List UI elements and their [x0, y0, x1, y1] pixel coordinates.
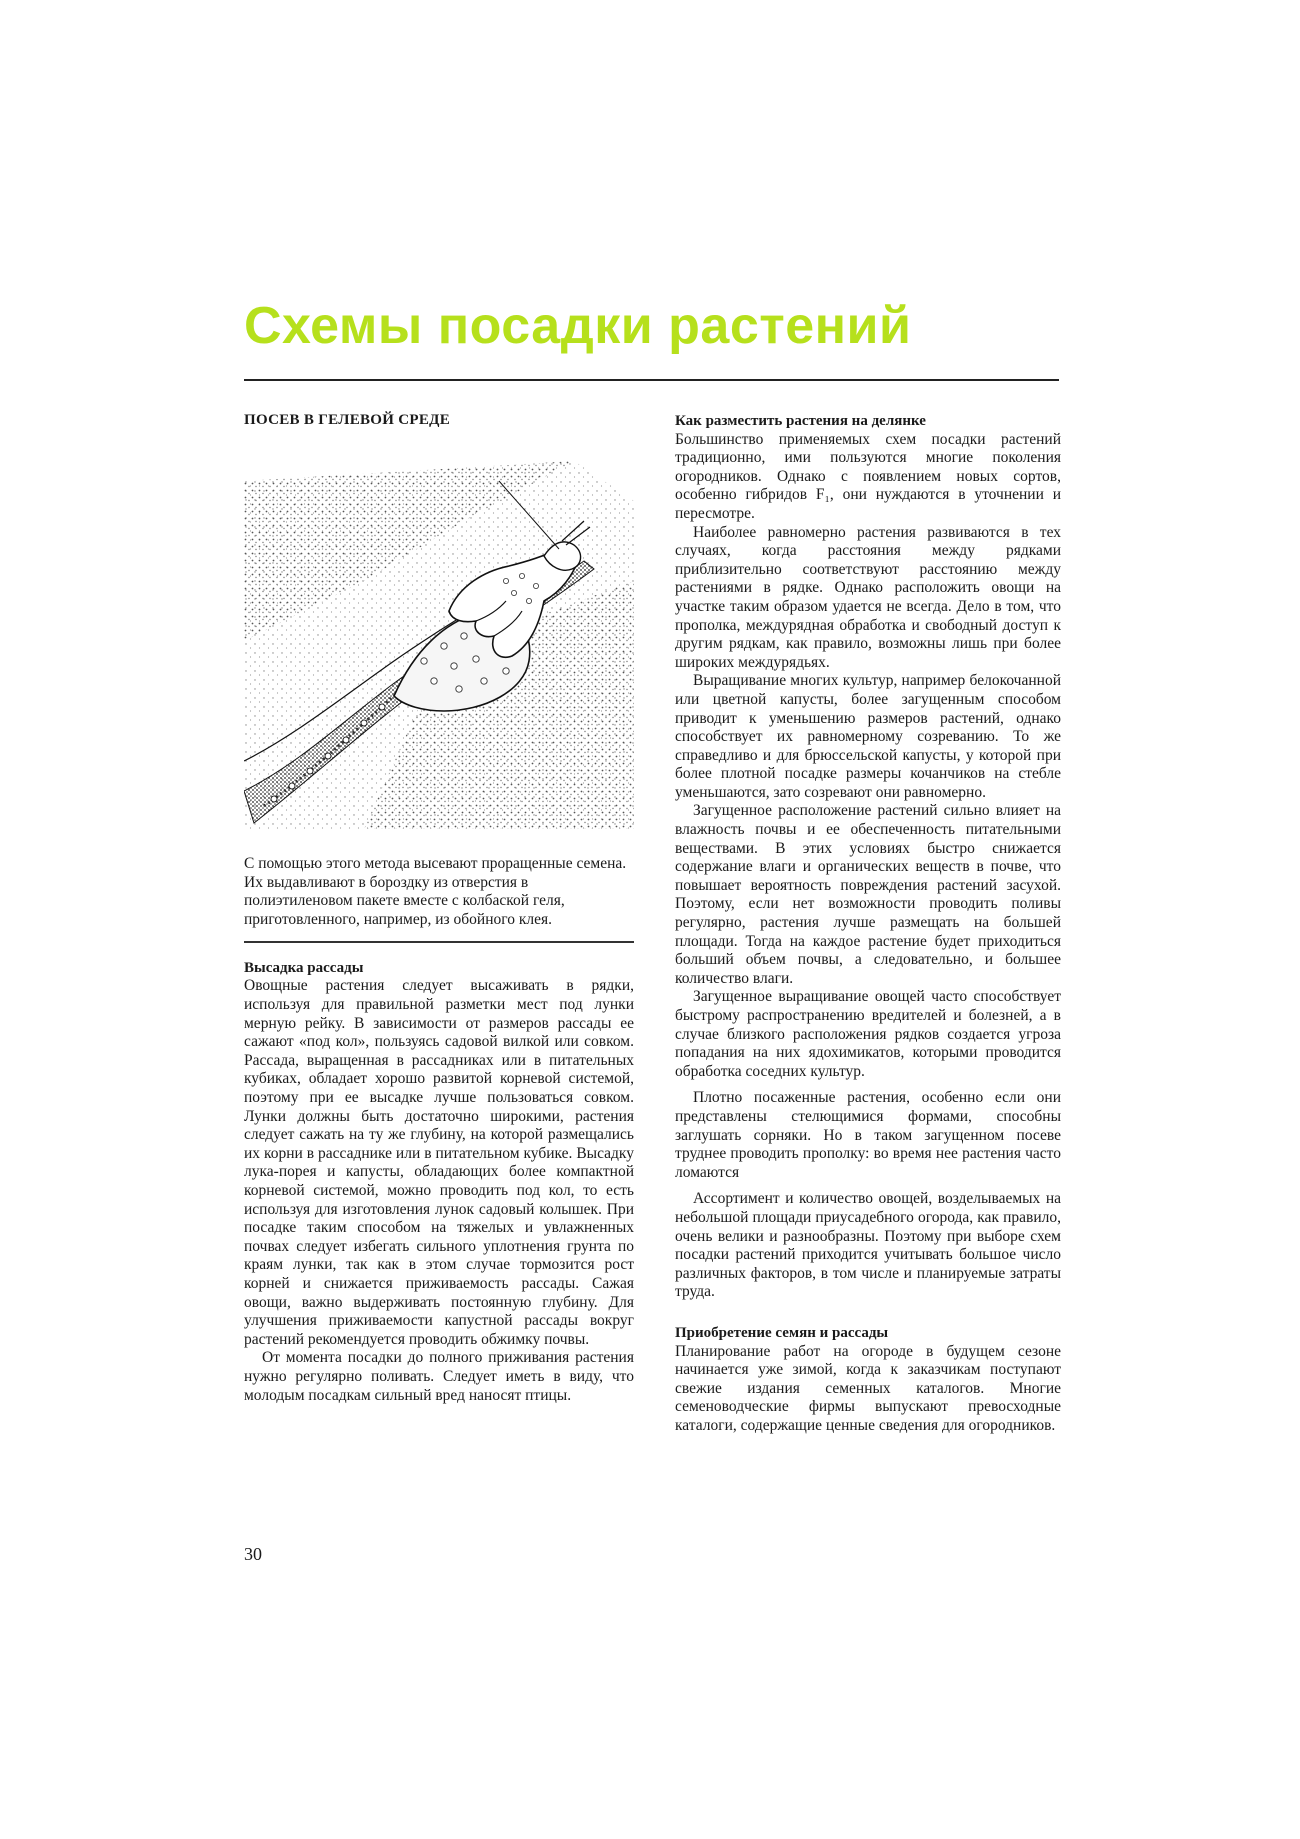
- plant-placement-paragraph: Загущенное расположение растений сильно влияет на влажность почвы и ее обеспеченность питательными веществами. В этих условиях быстро снижается содержание влаги и органических веществ в почве, что повышает вероятность повреждения растений засухой. Поэтому, если нет возможности проводить поливы регулярно, растения лучше размещать на большей площади. Тогда на каждое растение будет приходиться больший объем почвы, а следовательно, и большее количество влаги.: [675, 802, 1061, 987]
- page-title: Схемы посадки растений: [244, 297, 912, 355]
- plant-placement-paragraph: Наиболее равномерно растения развиваются в тех случаях, когда расстояния между рядками приблизительно соответствуют расстоянию между растениями в рядке. Однако расположить овощи на участке таким образом удается не всегда. Дело в том, что прополка, междурядная обработка и свободный доступ к другим рядкам, как правило, возможны лишь при более широких междурядьях.: [675, 523, 1061, 671]
- left-column: [244, 412, 634, 1405]
- plant-placement-paragraph: Загущенное выращивание овощей часто способствует быстрому распространению вредителей и болезней, а в случае близкого расположения рядков создается угроза попадания на них ядохимикатов, которыми проводится обработка соседних культур.: [675, 988, 1061, 1080]
- page-number: 30: [244, 1544, 262, 1564]
- hand-with-gel-bag-icon: [244, 461, 634, 829]
- plant-placement-heading: Как разместить растения на делянке: [675, 413, 926, 429]
- plant-placement-paragraph: Выращивание многих культур, например белокочанной или цветной капусты, более загущенным способом приводит к уменьшению размеров растений, однако способствует их равномерному созреванию. То же справедливо и для брюссельской капусты, у которой при более плотной посадке размеры кочанчиков на стебле уменьшаются, зато созревают они равномерно.: [675, 672, 1061, 801]
- gel-sowing-heading: ПОСЕВ В ГЕЛЕВОЙ СРЕДЕ: [244, 412, 451, 428]
- plant-placement-paragraph: Плотно посаженные растения, особенно если они представлены стелющимися формами, способны заглушать сорняки. Но в таком загущенном посеве труднее проводить прополку: во время нее растения часто ломаются: [675, 1089, 1061, 1181]
- seedling-planting-paragraph: Овощные растения следует высаживать в рядки, используя для правильной разметки мест под лунки мерную рейку. В зависимости от размеров рассады ее сажают «под кол», пользуясь садовой вилкой или совком. Рассада, выращенная в рассадниках или в питательных кубиках, обладает хорошо развитой корневой системой, поэтому при ее высадке лучше пользоваться совком. Лунки должны быть достаточно широкими, растения следует сажать на ту же глубину, на которой размещались их корни в рассаднике или в питательном кубике. Высадку лука-порея и капусты, обладающих более компактной корневой системой, можно проводить под кол, то есть используя для изготовления лунок садовый колышек. При посадке таким способом на тяжелых и увлажненных почвах следует избегать сильного уплотнения грунта по краям лунки, так как в этом случае тормозится рост корней и снижается приживаемость рассады. Сажая овощи, важно выдерживать постоянную глубину. Для улучшения приживаемости капустной рассады вокруг растений рекомендуется проводить обжимку почвы.: [244, 977, 634, 1348]
- illustration-caption: С помощью этого метода высевают проращенные семена. Их выдавливают в бороздку из отверстия в полиэтиленовом пакете вместе с колбаской геля, приготовленного, например, из обойного клея.: [244, 855, 627, 928]
- right-column: [675, 412, 1061, 1435]
- seedling-planting-paragraph: От момента посадки до полного приживания растения нужно регулярно поливать. Следует иметь в виду, что молодым посадкам сильный вред наносят птицы.: [244, 1349, 634, 1404]
- seedling-planting-heading: Высадка рассады: [244, 959, 364, 976]
- caption-rule: [244, 941, 634, 943]
- title-rule: [244, 379, 1059, 381]
- seed-purchase-heading: Приобретение семян и рассады: [675, 1324, 889, 1341]
- seed-purchase-paragraph: Планирование работ на огороде в будущем сезоне начинается уже зимой, когда к заказчикам поступают свежие издания семенных каталогов. Многие семеноводческие фирмы выпускают превосходные каталоги, содержащие ценные сведения для огородников.: [675, 1342, 1061, 1434]
- plant-placement-paragraph: Большинство применяемых схем посадки растений традиционно, ими пользуются многие поколения огородников. Однако с появлением новых сортов, особенно гибридов F₁, они нуждаются в уточнении и пересмотре.: [675, 430, 1061, 522]
- gel-sowing-illustration: [244, 461, 634, 829]
- plant-placement-paragraph: Ассортимент и количество овощей, возделываемых на небольшой площади приусадебного огорода, как правило, очень велики и разнообразны. Поэтому при выборе схем посадки растений приходится учитывать большое число различных факторов, в том числе и планируемые затраты труда.: [675, 1190, 1061, 1301]
